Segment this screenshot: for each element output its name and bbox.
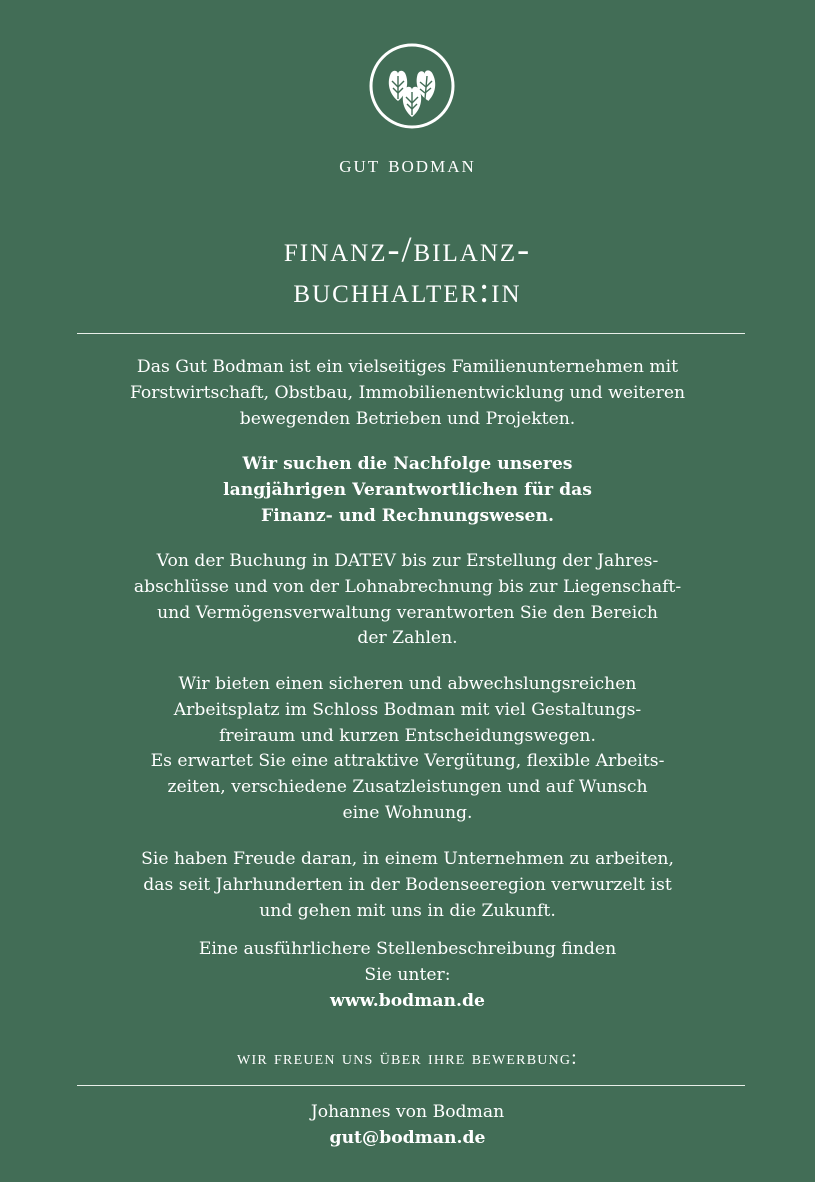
highlight-paragraph	[90, 452, 725, 529]
contact-block	[0, 1099, 815, 1151]
text-line: abschlüsse und von der Lohnabrechnung bis zur Liegenschaft-	[133, 576, 682, 597]
text-line: Finanz- und Rechnungswesen.	[261, 505, 554, 526]
text-line: der Zahlen.	[357, 628, 458, 649]
text-line: Sie haben Freude daran, in einem Unternehmen zu arbeiten,	[141, 849, 674, 869]
text-line: Eine ausführlichere Stellenbeschreibung finden	[198, 939, 617, 959]
text-line: langjährigen Verantwortlichen für das	[223, 479, 592, 500]
intro-paragraph	[90, 355, 725, 432]
text-line: Es erwartet Sie eine attraktive Vergütung, flexible Arbeits-	[150, 751, 665, 772]
text-line: Von der Buchung in DATEV bis zur Erstellung der Jahres-	[156, 551, 659, 571]
text-line: freiraum und kurzen Entscheidungswegen.	[219, 725, 596, 746]
text-line: Wir bieten einen sicheren und abwechslungsreichen	[178, 674, 637, 694]
text-line: Arbeitsplatz im Schloss Bodman mit viel Gestaltungs-	[173, 699, 642, 720]
job-title-line-2: buchhalter:in	[293, 270, 522, 310]
offer-paragraph	[90, 672, 725, 827]
top-divider	[77, 333, 745, 334]
culture-paragraph	[90, 847, 725, 924]
text-line: eine Wohnung.	[342, 802, 473, 823]
more-info-paragraph	[90, 937, 725, 1014]
text-line: und Vermögensverwaltung verantworten Sie den Bereich	[157, 602, 658, 623]
job-title	[0, 229, 815, 311]
text-line: und gehen mit uns in die Zukunft.	[259, 900, 556, 921]
closing-heading: wir freuen uns über ihre bewerbung:	[237, 1047, 578, 1069]
three-leaves-logo-icon	[369, 43, 455, 129]
text-line: zeiten, verschiedene Zusatzleistungen und auf Wunsch	[167, 777, 648, 798]
text-line: Wir suchen die Nachfolge unseres	[242, 454, 573, 474]
bottom-divider	[77, 1085, 745, 1086]
contact-name: Johannes von Bodman	[310, 1102, 505, 1122]
text-line: Sie unter:	[364, 964, 451, 985]
contact-email-link[interactable]: gut@bodman.de	[329, 1128, 486, 1148]
text-line: bewegenden Betrieben und Projekten.	[239, 408, 576, 429]
text-line: das seit Jahrhunderten in der Bodenseeregion verwurzelt ist	[143, 874, 672, 895]
text-line: Forstwirtschaft, Obstbau, Immobilienentwicklung und weiteren	[129, 382, 686, 403]
brand-name: gut bodman	[339, 152, 476, 178]
text-line: Das Gut Bodman ist ein vielseitiges Familienunternehmen mit	[136, 357, 679, 377]
responsibilities-paragraph	[90, 549, 725, 652]
job-title-line-1: finanz-/bilanz-	[283, 229, 532, 269]
website-link[interactable]: www.bodman.de	[330, 990, 485, 1011]
